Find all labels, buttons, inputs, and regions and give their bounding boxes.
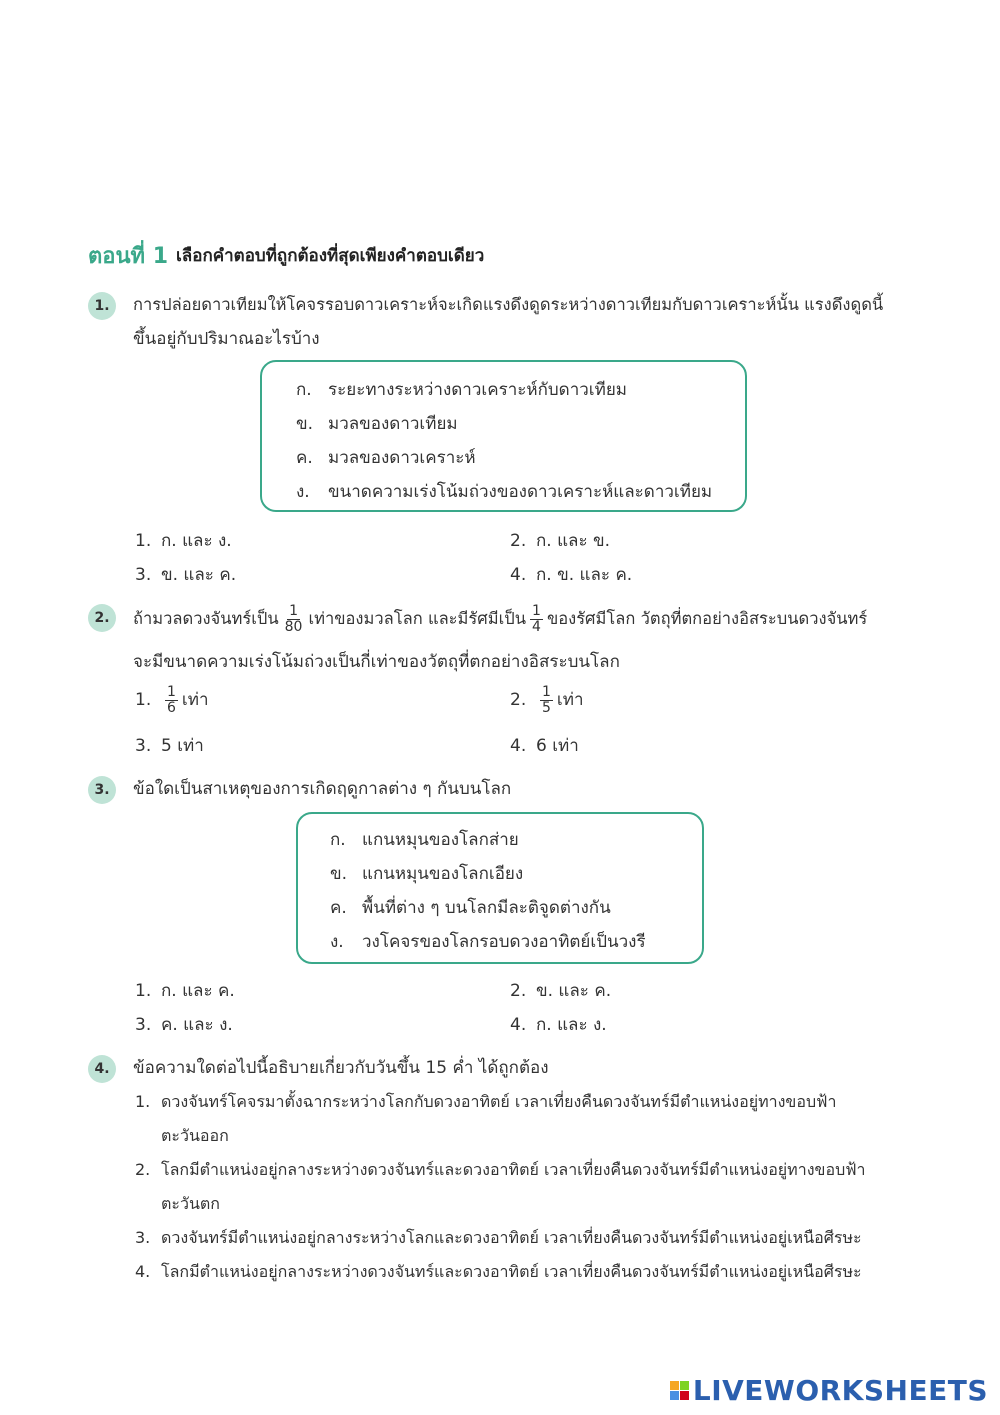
question-1-text-line1: การปล่อยดาวเทียมให้โคจรรอบดาวเคราะห์จะเกิดแรงดึงดูดระหว่างดาวเทียมกับดาวเคราะห์นั้น แรงดึงดูดนี้ xyxy=(133,295,884,314)
q4-answer-4[interactable]: 4. โลกมีตำแหน่งอยู่กลางระหว่างดวงจันทร์และดวงอาทิตย์ เวลาเที่ยงคืนดวงจันทร์มีตำแหน่งอยู่เหนือศีรษะ xyxy=(135,1262,862,1281)
q1-box-item: ง. ขนาดความเร่งโน้มถ่วงของดาวเคราะห์และดาวเทียม xyxy=(296,482,713,502)
q2-answer-3[interactable]: 3. 5 เท่า xyxy=(135,736,204,756)
fraction-1-6: $\frac{1}{6}$ xyxy=(167,683,176,716)
q2-answer-4[interactable]: 4. 6 เท่า xyxy=(510,736,579,756)
question-3-number: 3. xyxy=(88,776,116,804)
q1-answer-1[interactable]: 1. ก. และ ง. xyxy=(135,531,232,551)
liveworksheets-logo-text: LIVEWORKSHEETS xyxy=(692,1374,988,1407)
q3-answer-2[interactable]: 2. ข. และ ค. xyxy=(510,981,612,1001)
part-title: ตอนที่ 1 xyxy=(88,244,169,269)
part-instruction: เลือกคำตอบที่ถูกต้องที่สุดเพียงคำตอบเดียว xyxy=(176,246,485,266)
fraction-1-4: $\frac{1}{4}$ xyxy=(532,603,541,635)
liveworksheets-logo xyxy=(670,1374,988,1407)
question-1-text-line2: ขึ้นอยู่กับปริมาณอะไรบ้าง xyxy=(133,329,320,349)
fraction-1-80: $\frac{1}{80}$ xyxy=(284,603,303,635)
fraction-1-5: $\frac{1}{5}$ xyxy=(542,683,551,716)
q4-answer-2-cont: ตะวันตก xyxy=(161,1194,220,1213)
q1-box-item: ข. มวลของดาวเทียม xyxy=(296,414,458,434)
q4-answer-3[interactable]: 3. ดวงจันทร์มีตำแหน่งอยู่กลางระหว่างโลกและดวงอาทิตย์ เวลาเที่ยงคืนดวงจันทร์มีตำแหน่งอยู่เหนือศีรษะ xyxy=(135,1228,862,1247)
q4-answer-1-cont: ตะวันออก xyxy=(161,1126,229,1145)
q1-box-item: ก. ระยะทางระหว่างดาวเคราะห์กับดาวเทียม xyxy=(296,380,627,400)
q3-answer-1[interactable]: 1. ก. และ ค. xyxy=(135,981,235,1001)
q3-answer-3[interactable]: 3. ค. และ ง. xyxy=(135,1015,233,1035)
q1-box-item: ค. มวลของดาวเคราะห์ xyxy=(296,448,476,468)
question-4-text-line1: ข้อความใดต่อไปนี้อธิบายเกี่ยวกับวันขึ้น 15 ค่ำ ได้ถูกต้อง xyxy=(133,1058,549,1078)
q3-box-item: ก. แกนหมุนของโลกส่าย xyxy=(330,830,519,850)
question-1-choices-box xyxy=(260,360,747,512)
question-3-choices-box xyxy=(296,812,704,964)
q3-answer-4[interactable]: 4. ก. และ ง. xyxy=(510,1015,607,1035)
q1-answer-3[interactable]: 3. ข. และ ค. xyxy=(135,565,237,585)
question-1-number: 1. xyxy=(88,292,116,320)
question-2-number: 2. xyxy=(88,604,116,632)
question-3-text-line1: ข้อใดเป็นสาเหตุของการเกิดฤดูกาลต่าง ๆ กันบนโลก xyxy=(133,779,512,799)
q3-box-item: ง. วงโคจรของโลกรอบดวงอาทิตย์เป็นวงรี xyxy=(330,932,646,952)
q2-answer-2[interactable]: 2. $\frac{1}{5}$ เท่า xyxy=(510,683,584,716)
liveworksheets-logo-icon xyxy=(670,1381,689,1400)
question-2-text-line1: ถ้ามวลดวงจันทร์เป็น $\frac{1}{80}$ เท่าของมวลโลก และมีรัศมีเป็น $\frac{1}{4}$ ของรัศมีโลก วัตถุที่ตกอย่างอิสระบนดวงจันทร์ xyxy=(133,603,868,635)
q1-answer-4[interactable]: 4. ก. ข. และ ค. xyxy=(510,565,633,585)
q3-box-item: ข. แกนหมุนของโลกเอียง xyxy=(330,864,524,884)
question-2-text-line2: จะมีขนาดความเร่งโน้มถ่วงเป็นกี่เท่าของวัตถุที่ตกอย่างอิสระบนโลก xyxy=(133,652,620,672)
q4-answer-1[interactable]: 1. ดวงจันทร์โคจรมาตั้งฉากระหว่างโลกกับดวงอาทิตย์ เวลาเที่ยงคืนดวงจันทร์มีตำแหน่งอยู่ทางขอบฟ้า xyxy=(135,1092,837,1111)
q2-answer-1[interactable]: 1. $\frac{1}{6}$ เท่า xyxy=(135,683,209,716)
q4-answer-2[interactable]: 2. โลกมีตำแหน่งอยู่กลางระหว่างดวงจันทร์และดวงอาทิตย์ เวลาเที่ยงคืนดวงจันทร์มีตำแหน่งอยู่ทางขอบฟ้า xyxy=(135,1160,866,1179)
question-4-number: 4. xyxy=(88,1055,116,1083)
q3-box-item: ค. พื้นที่ต่าง ๆ บนโลกมีละติจูดต่างกัน xyxy=(330,898,611,918)
q1-answer-2[interactable]: 2. ก. และ ข. xyxy=(510,531,611,551)
